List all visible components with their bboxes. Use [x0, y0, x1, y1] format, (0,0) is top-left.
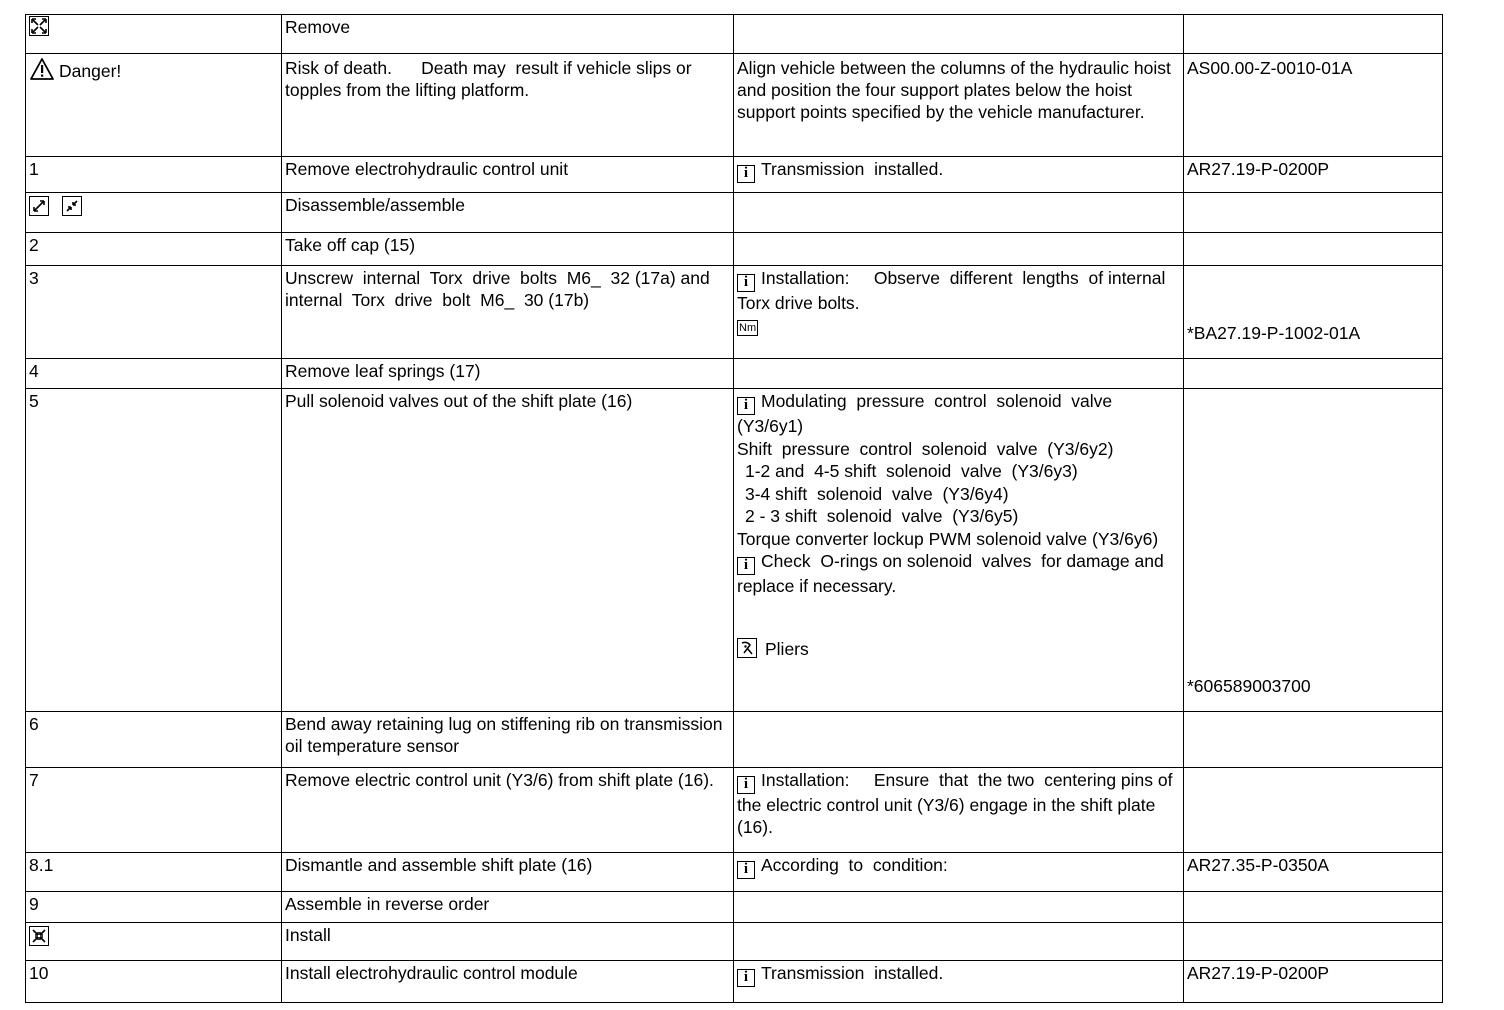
operation-cell: Bend away retaining lug on stiffening rib on transmission oil temperature sensor — [282, 712, 734, 768]
table-row — [26, 15, 1443, 54]
notes-cell — [734, 157, 1184, 193]
note-text: Align vehicle between the columns of the hydraulic hoist and position the four support plates below the hoist support points specified by the vehicle manufacturer. — [737, 58, 1171, 122]
step-cell — [26, 15, 282, 54]
note-line — [737, 314, 1180, 336]
operation-cell: Remove electric control unit (Y3/6) from shift plate (16). — [282, 768, 734, 853]
operation-cell: Remove leaf springs (17) — [282, 359, 734, 389]
assemble-icon — [62, 196, 82, 216]
notes-cell — [734, 193, 1184, 233]
table-row — [26, 233, 1443, 266]
ref-link[interactable]: *BA27.19-P-1002-01A — [1187, 323, 1361, 343]
operation-cell: Take off cap (15) — [282, 233, 734, 266]
note-text: According to condition: — [761, 855, 948, 875]
step-number: 3 — [26, 266, 282, 359]
operation-cell — [282, 266, 734, 359]
ref-link[interactable]: AS00.00-Z-0010-01A — [1187, 58, 1353, 78]
note-text: Transmission installed. — [761, 963, 944, 983]
table-row — [26, 266, 1443, 359]
note-line: 3-4 shift solenoid valve (Y3/6y4) — [745, 483, 1009, 504]
notes-cell — [734, 359, 1184, 389]
ref-cell — [1184, 359, 1443, 389]
danger-text: Risk of death. Death may result if vehicle slips or topples from the lifting platform. — [285, 58, 697, 100]
info-icon: i — [737, 776, 755, 794]
tool-name: Pliers — [765, 638, 809, 659]
notes-cell — [734, 712, 1184, 768]
ref-cell[interactable] — [1184, 961, 1443, 1003]
note-line — [737, 390, 1180, 438]
notes-cell — [734, 892, 1184, 923]
notes-cell — [734, 54, 1184, 157]
pliers-icon[interactable] — [737, 638, 757, 658]
install-icon — [29, 926, 49, 946]
step-number: 10 — [26, 961, 282, 1003]
operation-cell — [282, 54, 734, 157]
procedure-table — [25, 14, 1443, 1003]
table-row — [26, 359, 1443, 389]
table-row — [26, 54, 1443, 157]
notes-cell — [734, 961, 1184, 1003]
ref-cell[interactable] — [1184, 157, 1443, 193]
step-number: 2 — [26, 233, 282, 266]
step-number: 7 — [26, 768, 282, 853]
table-row — [26, 157, 1443, 193]
note-line: Shift pressure control solenoid valve (Y3/6y2) — [737, 438, 1114, 459]
ref-cell[interactable] — [1184, 54, 1443, 157]
remove-icon — [29, 16, 49, 36]
danger-label: Danger! — [59, 61, 122, 81]
ref-link[interactable]: *606589003700 — [1187, 676, 1311, 696]
torque-icon[interactable]: Nm — [739, 322, 757, 334]
info-icon: i — [737, 274, 755, 292]
ref-cell — [1184, 892, 1443, 923]
ref-cell[interactable] — [1184, 389, 1443, 712]
operation-cell: Install electrohydraulic control module — [282, 961, 734, 1003]
step-cell — [26, 54, 282, 157]
step-number: 1 — [26, 157, 282, 193]
ref-cell — [1184, 15, 1443, 54]
step-number: 6 — [26, 712, 282, 768]
table-row — [26, 961, 1443, 1003]
ref-cell — [1184, 193, 1443, 233]
table-row — [26, 923, 1443, 961]
ref-link[interactable]: AR27.19-P-0200P — [1187, 159, 1330, 179]
warning-icon — [29, 57, 55, 86]
table-row — [26, 389, 1443, 712]
note-line — [737, 267, 1180, 314]
info-icon: i — [737, 861, 755, 879]
step-number: 5 — [26, 389, 282, 712]
note-line: 1-2 and 4-5 shift solenoid valve (Y3/6y3) — [745, 461, 1078, 481]
note-text: Check O-rings on solenoid valves for damage and replace if necessary. — [737, 551, 1169, 596]
ref-cell — [1184, 768, 1443, 853]
operation-text: Unscrew internal Torx drive bolts M6_ 32 (17a) and internal Torx drive bolt M6_ 30 (17b) — [285, 268, 720, 310]
table-row — [26, 712, 1443, 768]
table-row — [26, 892, 1443, 923]
notes-cell — [734, 853, 1184, 892]
note-line — [737, 550, 1180, 598]
info-icon: i — [737, 165, 755, 183]
ref-link[interactable]: AR27.35-P-0350A — [1187, 855, 1330, 875]
notes-cell — [734, 389, 1184, 712]
disassemble-icon — [29, 196, 49, 216]
info-icon: i — [737, 397, 755, 415]
ref-cell[interactable] — [1184, 266, 1443, 359]
operation-cell: Install — [282, 923, 734, 961]
note-text: Installation: Ensure that the two centering pins of the electric control unit (Y3/6) engage in the shift plate (16). — [737, 770, 1178, 837]
note-line: 2 - 3 shift solenoid valve (Y3/6y5) — [745, 506, 1019, 526]
table-row — [26, 768, 1443, 853]
operation-cell: Assemble in reverse order — [282, 892, 734, 923]
step-number: 4 — [26, 359, 282, 389]
notes-cell — [734, 768, 1184, 853]
ref-cell[interactable] — [1184, 853, 1443, 892]
operation-cell: Pull solenoid valves out of the shift plate (16) — [282, 389, 734, 712]
notes-cell — [734, 923, 1184, 961]
operation-cell: Remove electrohydraulic control unit — [282, 157, 734, 193]
ref-link[interactable]: AR27.19-P-0200P — [1187, 963, 1330, 983]
notes-cell — [734, 15, 1184, 54]
ref-cell — [1184, 233, 1443, 266]
operation-cell: Remove — [282, 15, 734, 54]
operation-cell: Disassemble/assemble — [282, 193, 734, 233]
step-number: 9 — [26, 892, 282, 923]
operation-cell: Dismantle and assemble shift plate (16) — [282, 853, 734, 892]
info-icon: i — [737, 557, 755, 575]
note-text: Transmission installed. — [761, 159, 944, 179]
step-cell — [26, 923, 282, 961]
table-row — [26, 193, 1443, 233]
info-icon: i — [737, 969, 755, 987]
step-number: 8.1 — [26, 853, 282, 892]
note-line: Torque converter lockup PWM solenoid valve (Y3/6y6) — [737, 528, 1159, 549]
note-text: Installation: Observe different lengths of internal Torx drive bolts. — [737, 268, 1170, 313]
step-cell — [26, 193, 282, 233]
note-line — [737, 638, 1180, 661]
notes-cell — [734, 266, 1184, 359]
notes-cell — [734, 233, 1184, 266]
ref-cell — [1184, 923, 1443, 961]
note-text: Modulating pressure control solenoid valve (Y3/6y1) — [737, 391, 1118, 436]
ref-cell — [1184, 712, 1443, 768]
table-row — [26, 853, 1443, 892]
